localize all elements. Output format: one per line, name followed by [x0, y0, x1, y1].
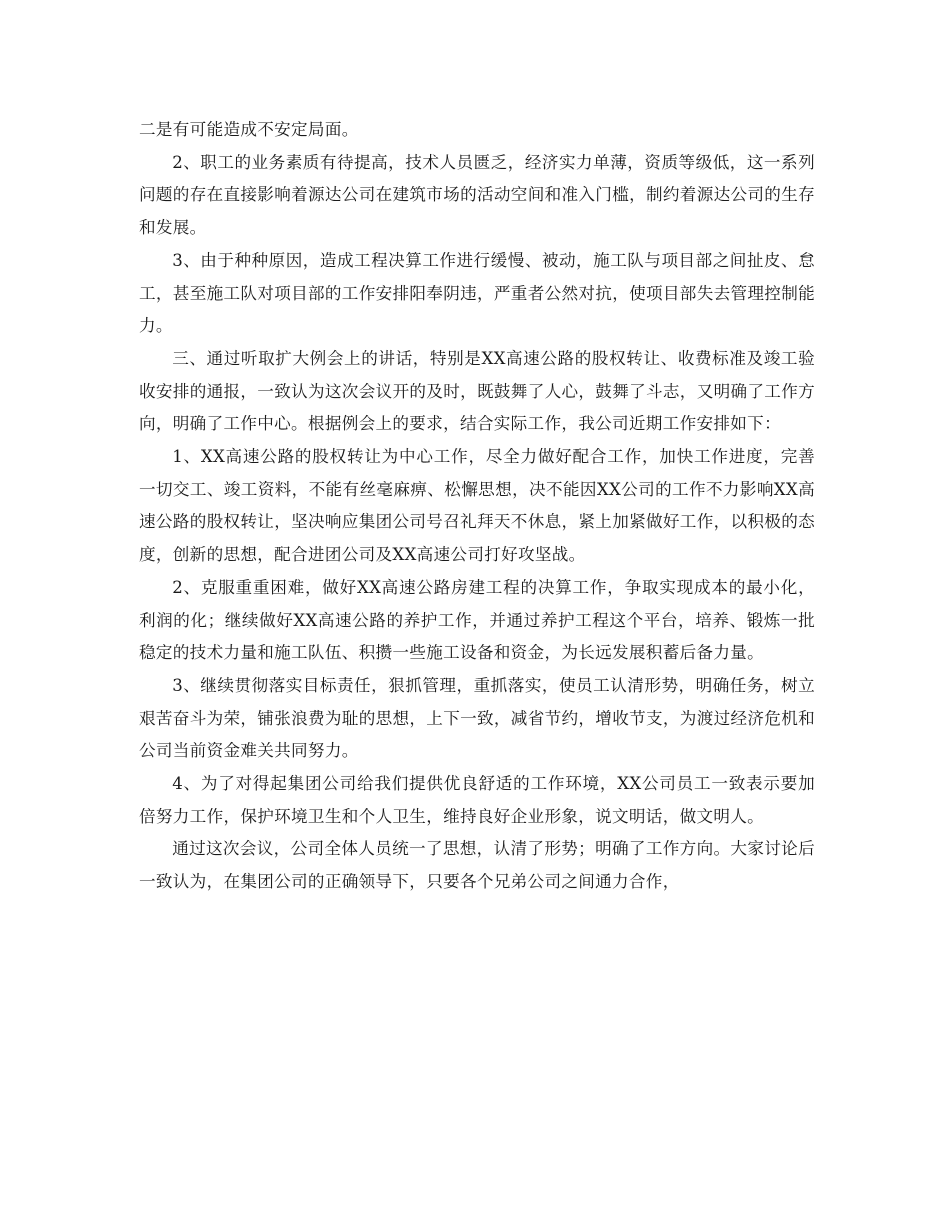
- paragraph-conclusion: 通过这次会议，公司全体人员统一了思想，认清了形势；明确了工作方向。大家讨论后一致认为，在集团公司的正确领导下，只要各个兄弟公司之间通力合作，: [139, 839, 815, 892]
- paragraph-item-2: 2、职工的业务素质有待提高，技术人员匮乏，经济实力单薄，资质等级低，这一系列问题的存在直接影响着源达公司在建筑市场的活动空间和准入门槛，制约着源达公司的生存和发展。: [139, 152, 815, 238]
- paragraph-section-3: 三、通过听取扩大例会上的讲话，特别是XX高速公路的股权转让、收费标准及竣工验收安排的通报，一致认为这次会议开的及时，既鼓舞了人心，鼓舞了斗志，又明确了工作方向，明确了工作中心。根据例会上的要求，结合实际工作，我公司近期工作安排如下：: [139, 348, 815, 434]
- paragraph-continuation: 二是有可能造成不安定局面。: [139, 120, 359, 139]
- paragraph-plan-2: 2、克服重重困难，做好XX高速公路房建工程的决算工作，争取实现成本的最小化，利润的化；继续做好XX高速公路的养护工作，并通过养护工程这个平台，培养、锻炼一批稳定的技术力量和施工队伍、积攒一些施工设备和资金，为长远发展积蓄后备力量。: [139, 577, 815, 663]
- paragraph-plan-4: 4、为了对得起集团公司给我们提供优良舒适的工作环境，XX公司员工一致表示要加倍努力工作，保护环境卫生和个人卫生，维持良好企业形象，说文明话，做文明人。: [139, 774, 815, 826]
- document-body: [139, 114, 815, 899]
- paragraph-item-3: 3、由于种种原因，造成工程决算工作进行缓慢、被动，施工队与项目部之间扯皮、怠工，甚至施工队对项目部的工作安排阳奉阴违，严重者公然对抗，使项目部失去管理控制能力。: [139, 250, 815, 336]
- paragraph-plan-1: 1、XX高速公路的股权转让为中心工作，尽全力做好配合工作，加快工作进度，完善一切交工、竣工资料，不能有丝毫麻痹、松懈思想，决不能因XX公司的工作不力影响XX高速公路的股权转让，坚决响应集团公司号召礼拜天不休息，紧上加紧做好工作，以积极的态度，创新的思想，配合进团公司及XX高速公司打好攻坚战。: [139, 447, 815, 565]
- paragraph-plan-3: 3、继续贯彻落实目标责任，狠抓管理，重抓落实，使员工认清形势，明确任务，树立艰苦奋斗为荣，铺张浪费为耻的思想，上下一致，减省节约，增收节支，为渡过经济危机和公司当前资金难关共同努力。: [139, 675, 815, 761]
